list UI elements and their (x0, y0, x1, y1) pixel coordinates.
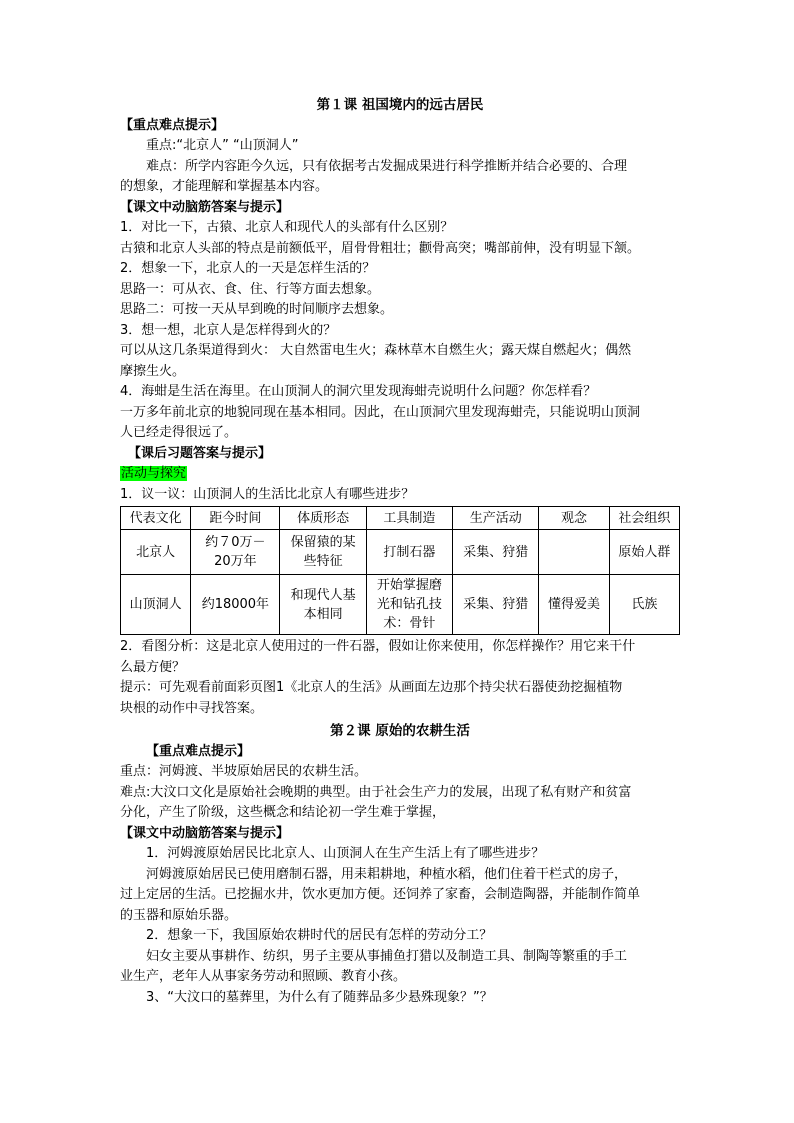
table-cell: 懂得爱美 (539, 575, 609, 635)
answer-3-line-2: 摩擦生火。 (120, 363, 186, 379)
lesson2-question-3: 3、“大汶口的墓葬里，为什么有了随葬品多少悬殊现象？”？ (146, 989, 493, 1005)
tip-line-1: 提示：可先观看前面彩页图1《北京人的生活》从画面左边那个持尖状石器使劲挖掘植物 (120, 680, 623, 695)
lesson2-answer-1-line-3: 的玉器和原始乐器。 (120, 907, 238, 923)
lesson2-answer-2-line-2: 业生产，老年人从事家务劳动和照顾、教育小孩。 (120, 969, 407, 984)
table-cell: 采集、狩猎 (453, 530, 539, 575)
tip-line-2: 块根的动作中寻找答案。 (120, 700, 264, 716)
key-point: 重点:“北京人” “山顶洞人” (146, 138, 299, 153)
answer-2-line-2: 思路二：可按一天从早到晚的时间顺序去想象。 (120, 302, 394, 317)
exercise-2-line-1: 2．看图分析：这是北京人使用过的一件石器，假如让你来使用，你怎样操作？用它来干什 (120, 639, 636, 654)
question-2: 2．想象一下，北京人的一天是怎样生活的？ (120, 261, 376, 276)
exercise-2-line-2: 么最方便？ (120, 659, 186, 675)
table-cell: 原始人群 (609, 530, 679, 575)
section-heading-text-questions: 【课文中动脑筋答案与提示】 (120, 199, 290, 215)
comparison-table (120, 506, 680, 635)
answer-3-line-1: 可以从这几条渠道得到火： 大自然雷电生火；森林草木自燃生火；露天煤自燃起火；偶然 (120, 343, 632, 358)
table-header: 工具制造 (366, 507, 452, 530)
table-row (121, 575, 680, 635)
lesson2-difficulty-line-1: 难点:大汶口文化是原始社会晚期的典型。由于社会生产力的发展，出现了私有财产和贫富 (120, 784, 632, 800)
lesson2-question-1: 1．河姆渡原始居民比北京人、山顶洞人在生产生活上有了哪些进步？ (146, 846, 545, 861)
answer-4-line-2: 人已经走得很远了。 (120, 425, 238, 440)
lesson2-answer-1-line-1: 河姆渡原始居民已使用磨制石器，用耒耜耕地，种植水稻，他们住着干栏式的房子， (146, 866, 628, 882)
answer-1: 古猿和北京人头部的特点是前额低平，眉骨骨粗壮；颧骨高突；嘴部前伸，没有明显下颔。 (120, 240, 641, 256)
table-header: 观念 (539, 507, 609, 530)
exercise-1: 1．议一议：山顶洞人的生活比北京人有哪些进步？ (120, 486, 415, 502)
question-4: 4．海蚶是生活在海里。在山顶洞人的洞穴里发现海蚶壳说明什么问题？你怎样看？ (120, 384, 597, 399)
table-header: 生产活动 (453, 507, 539, 530)
lesson2-answer-2-line-1: 妇女主要从事耕作、纺织，男子主要从事捕鱼打猎以及制造工具、制陶等繁重的手工 (146, 948, 628, 964)
table-header: 社会组织 (609, 507, 679, 530)
lesson2-difficulty-line-2: 分化，产生了阶级，这些概念和结论初一学生难于掌握， (120, 805, 446, 820)
table-cell: 采集、狩猎 (453, 575, 539, 635)
section-heading-exercises: 【课后习题答案与提示】 (128, 445, 272, 461)
table-cell: 打制石器 (366, 530, 452, 575)
lesson2-key-point: 重点：河姆渡、半坡原始居民的农耕生活。 (120, 764, 368, 779)
table-cell (539, 530, 609, 575)
table-cell: 约７0万－ 20万年 (191, 530, 280, 575)
lesson2-answer-1-line-2: 过上定居的生活。已挖掘水井，饮水更加方便。还饲养了家畜，会制造陶器，并能制作简单 (120, 887, 641, 902)
lesson2-question-2: 2．想象一下，我国原始农耕时代的居民有怎样的劳动分工？ (146, 928, 493, 943)
lesson2-title: 第２课 原始的农耕生活 (330, 723, 470, 739)
lesson1-title: 第１课 祖国境内的远古居民 (316, 97, 484, 113)
difficulty-line-2: 的想象，才能理解和掌握基本内容。 (120, 179, 329, 194)
answer-2-line-1: 思路一：可从衣、食、住、行等方面去想象。 (120, 281, 381, 297)
question-1: 1．对比一下，古猿、北京人和现代人的头部有什么区别？ (120, 220, 454, 235)
lesson2-section-heading-text-questions: 【课文中动脑筋答案与提示】 (120, 825, 290, 841)
difficulty-line-1: 难点：所学内容距今久远，只有依据考古发掘成果进行科学推断并结合必要的、合理 (146, 158, 628, 174)
table-header: 体质形态 (280, 507, 366, 530)
table-cell: 保留猿的某 些特征 (280, 530, 366, 575)
section-heading-key-points: 【重点难点提示】 (120, 117, 225, 133)
answer-4-line-1: 一万多年前北京的地貌同现在基本相同。因此，在山顶洞穴里发现海蚶壳，只能说明山顶洞 (120, 404, 641, 420)
activity-label: 活动与探究 (121, 466, 187, 481)
table-cell: 北京人 (121, 530, 191, 575)
table-header: 距今时间 (191, 507, 280, 530)
table-cell: 开始掌握磨 光和钻孔技 术：骨针 (366, 575, 452, 635)
table-cell: 氏族 (609, 575, 679, 635)
document-page (120, 95, 680, 1008)
table-cell: 和现代人基 本相同 (280, 575, 366, 635)
table-cell: 约18000年 (191, 575, 280, 635)
table-header: 代表文化 (121, 507, 191, 530)
lesson2-section-heading-key-points: 【重点难点提示】 (146, 743, 251, 759)
table-header-row (121, 507, 680, 530)
table-row (121, 530, 680, 575)
table-cell: 山顶洞人 (121, 575, 191, 635)
question-3: 3．想一想，北京人是怎样得到火的？ (120, 322, 337, 338)
